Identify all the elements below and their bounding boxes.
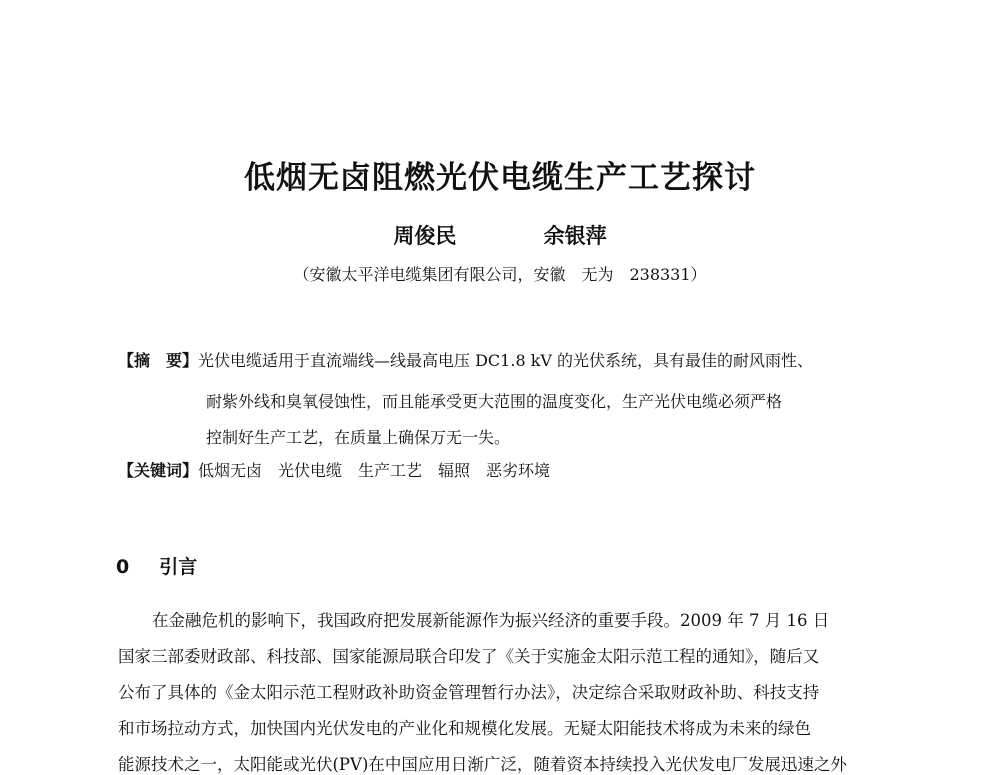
abstract-label: 【摘 要】 <box>118 351 199 370</box>
section-title: 引言 <box>159 556 198 578</box>
abstract-line-1: 光伏电缆适用于直流端线—线最高电压 DC1.8 kV 的光伏系统，具有最佳的耐风雨性、 <box>198 351 814 370</box>
affiliation: （安徽太平洋电缆集团有限公司，安徽 无为 238331） <box>293 265 707 284</box>
section-number: 0 <box>116 556 130 578</box>
abstract-line-3: 控制好生产工艺，在质量上确保万无一失。 <box>206 428 511 447</box>
body-line-5: 能源技术之一，太阳能或光伏(PV)在中国应用日渐广泛，随着资本持续投入光伏发电厂发展迅速之外 <box>118 755 847 774</box>
body-line-2: 国家三部委财政部、科技部、国家能源局联合印发了《关于实施金太阳示范工程的通知》，随后又 <box>118 647 820 666</box>
keywords-text: 低烟无卤 光伏电缆 生产工艺 辐照 恶劣环境 <box>198 461 551 480</box>
abstract-line-2: 耐紫外线和臭氧侵蚀性，而且能承受更大范围的温度变化，生产光伏电缆必须严格 <box>206 392 783 411</box>
keywords-label: 【关键词】 <box>118 461 199 480</box>
author-line <box>0 220 1000 250</box>
author-2: 余银萍 <box>543 223 607 248</box>
keywords-line <box>118 453 550 489</box>
author-1: 周俊民 <box>393 223 457 248</box>
body-line-4: 和市场拉动方式，加快国内光伏发电的产业化和规模化发展。无疑太阳能技术将成为未来的绿色 <box>118 719 811 738</box>
body-line-1: 在金融危机的影响下，我国政府把发展新能源作为振兴经济的重要手段。2009 年 7 月 16 日 <box>152 611 830 630</box>
section-heading <box>116 552 197 579</box>
abstract-first-line <box>118 343 813 379</box>
body-line-3: 公布了具体的《金太阳示范工程财政补助资金管理暂行办法》，决定综合采取财政补助、科技支持 <box>118 683 820 702</box>
paper-title: 低烟无卤阻燃光伏电缆生产工艺探讨 <box>244 160 756 196</box>
